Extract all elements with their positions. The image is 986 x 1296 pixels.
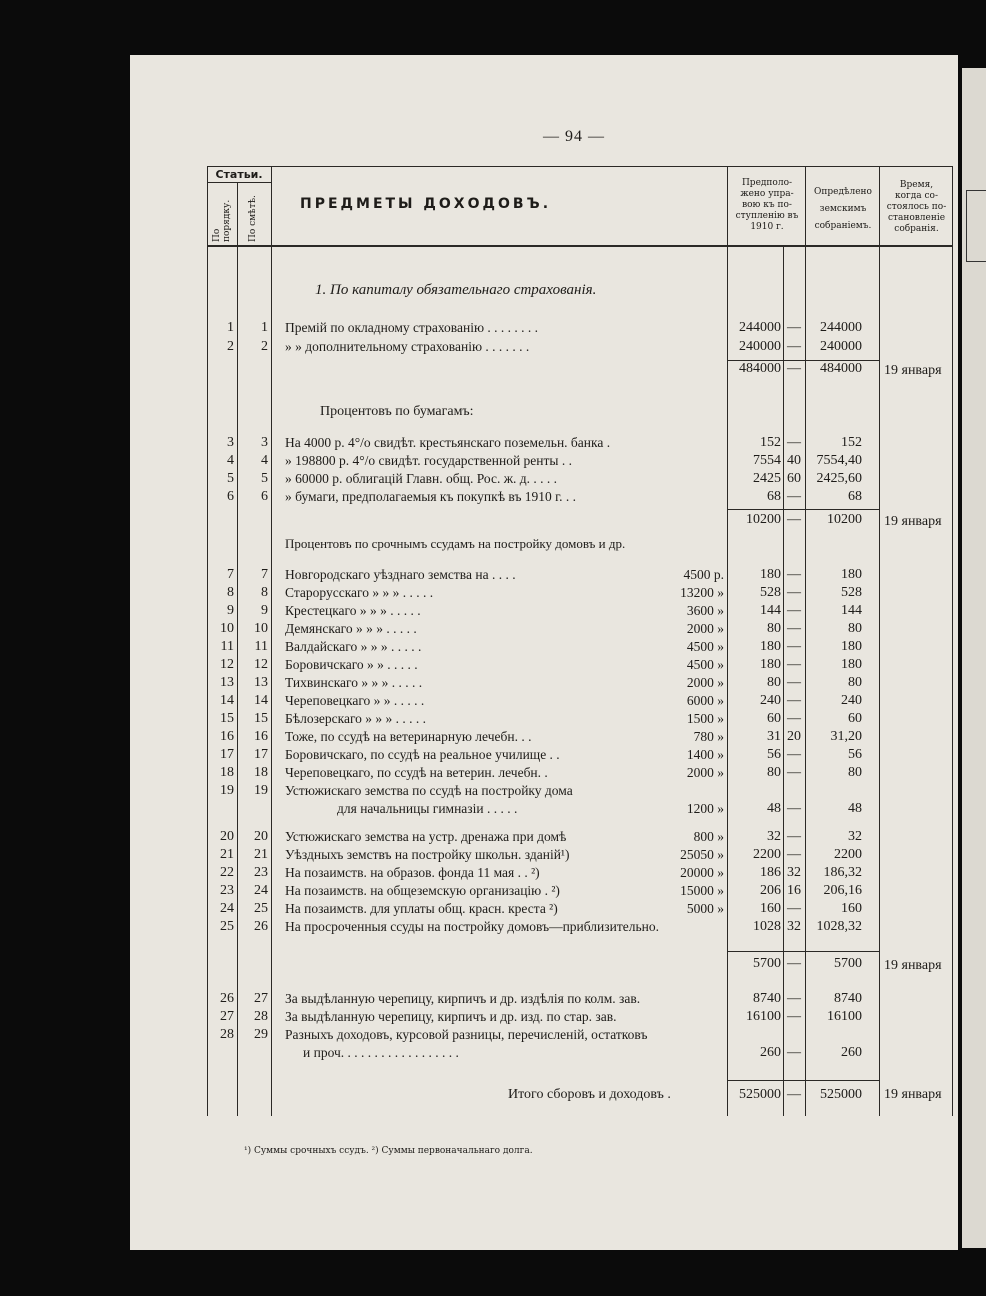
row-estimate-number: 3 [261,435,268,450]
row-description: Бѣлозерскаго » » » . . . . . [285,711,427,726]
row-number: 21 [220,847,234,862]
row-loan-sum: 1400 » [686,747,724,762]
row-kopecks: — [787,711,801,726]
row-number: 24 [220,901,234,916]
row-kopecks: — [787,765,801,780]
row-kopecks: 32 [787,865,801,880]
col-divider-3 [727,166,728,1116]
row-description: Старорусскаго » » » . . . . . [285,585,434,600]
row-number: 9 [227,603,234,618]
row-number: 19 [220,783,234,798]
subtotal-line-2 [727,509,879,510]
subtotal-2-approved: 10200 [827,512,862,527]
row-loan-sum: 1200 » [686,801,724,816]
row-approved: 144 [841,603,862,618]
row-approved: 60 [848,711,862,726]
row-kopecks: — [787,657,801,672]
row-proposed: 260 [760,1045,781,1060]
row-estimate-number: 4 [261,453,268,468]
row-approved: 48 [848,801,862,816]
row-number: 11 [220,639,234,654]
table-title: ПРЕДМЕТЫ ДОХОДОВЪ. [300,196,552,212]
row-description: Демянскаго » » » . . . . . [285,621,417,636]
row-description: » » дополнительному страхованію . . . . . . . [285,339,530,354]
table-right-border [952,166,953,1116]
table-left-border [207,166,208,1116]
row-approved: 80 [848,621,862,636]
row-proposed: 16100 [746,1009,781,1024]
row-kopecks: — [787,320,801,335]
row-estimate-number: 7 [261,567,268,582]
row-number: 5 [227,471,234,486]
header-vremya: Время, когда со- стоялось по- становленіе собранія. [886,180,947,234]
total-date: 19 января [884,1087,942,1102]
row-proposed: 1028 [753,919,781,934]
row-description: Валдайскаго » » » . . . . . [285,639,422,654]
total-label: Итого сборовъ и доходовъ . [508,1087,671,1102]
col-divider-2 [271,166,272,1116]
row-number: 22 [220,865,234,880]
row-number: 7 [227,567,234,582]
row-kopecks: — [787,991,801,1006]
row-approved: 244000 [820,320,862,335]
row-estimate-number: 25 [254,901,268,916]
row-approved: 240000 [820,339,862,354]
header-stati: Статьи. [215,168,263,181]
row-approved: 186,32 [823,865,862,880]
row-number: 18 [220,765,234,780]
row-loan-sum: 4500 » [686,657,724,672]
row-number: 8 [227,585,234,600]
row-description: На позаимств. на общеземскую организацію . ²) [285,883,560,898]
row-description: Устюжискаго земства по ссудѣ на постройку дома [285,783,573,798]
row-proposed: 7554 [753,453,781,468]
row-description: Боровичскаго, по ссудѣ на реальное училище . . [285,747,560,762]
row-proposed: 48 [767,801,781,816]
header-bottom-border [207,245,952,247]
row-estimate-number: 24 [254,883,268,898]
row-kopecks: — [787,639,801,654]
row-description: Новгородскаго уѣзднаго земства на . . . . [285,567,516,582]
total-proposed: 525000 [739,1087,781,1102]
row-proposed: 186 [760,865,781,880]
row-loan-sum: 780 » [693,729,724,744]
row-number: 25 [220,919,234,934]
row-description: За выдѣланную черепицу, кирпичъ и др. издѣлія по колм. зав. [285,991,641,1006]
row-estimate-number: 14 [254,693,268,708]
row-proposed: 206 [760,883,781,898]
row-approved: 528 [841,585,862,600]
row-kopecks: — [787,675,801,690]
row-loan-sum: 800 » [693,829,724,844]
subtotal-line-3 [727,951,879,952]
footnote: ¹) Суммы срочныхъ ссудъ. ²) Суммы первоначальнаго долга. [244,1146,533,1156]
row-number: 27 [220,1009,234,1024]
row-estimate-number: 19 [254,783,268,798]
row-estimate-number: 12 [254,657,268,672]
row-kopecks: — [787,621,801,636]
row-number: 1 [227,320,234,335]
row-proposed: 32 [767,829,781,844]
row-proposed: 152 [760,435,781,450]
row-description: Череповецкаго, по ссудѣ на ветерин. лечебн. . [285,765,548,780]
row-approved: 180 [841,567,862,582]
subtotal-2-date: 19 января [884,514,942,529]
row-approved: 240 [841,693,862,708]
row-kopecks: — [787,1009,801,1024]
row-number: 13 [220,675,234,690]
adjacent-table-fragment [966,190,986,262]
row-kopecks: — [787,435,801,450]
row-estimate-number: 1 [261,320,268,335]
row-approved: 1028,32 [816,919,862,934]
row-proposed: 2425 [753,471,781,486]
row-loan-sum: 3600 » [686,603,724,618]
row-kopecks: — [787,489,801,504]
row-proposed: 60 [767,711,781,726]
row-kopecks: — [787,829,801,844]
row-loan-sum: 2000 » [686,765,724,780]
row-proposed: 80 [767,675,781,690]
row-kopecks: — [787,693,801,708]
row-estimate-number: 27 [254,991,268,1006]
table-top-border [207,166,952,167]
row-kopecks: 32 [787,919,801,934]
row-proposed: 180 [760,657,781,672]
row-estimate-number: 15 [254,711,268,726]
row-estimate-number: 26 [254,919,268,934]
row-number: 2 [227,339,234,354]
row-description: Разныхъ доходовъ, курсовой разницы, перечисленій, остатковъ [285,1027,648,1042]
row-description: Устюжискаго земства на устр. дренажа при домѣ [285,829,567,844]
row-estimate-number: 28 [254,1009,268,1024]
row-estimate-number: 17 [254,747,268,762]
row-description: » 198800 р. 4°/о свидѣт. государственной ренты . . [285,453,572,468]
row-loan-sum: 5000 » [686,901,724,916]
row-approved: 180 [841,639,862,654]
row-kopecks: — [787,747,801,762]
total-approved: 525000 [820,1087,862,1102]
header-po-poryadku: По порядку. [212,199,232,242]
row-approved: 160 [841,901,862,916]
row-estimate-number: 11 [254,639,268,654]
subtotal-3-kop: — [787,956,801,971]
row-loan-sum: 4500 р. [683,567,724,582]
subheading-ssudy: Процентовъ по срочнымъ ссудамъ на постройку домовъ и др. [285,536,626,551]
row-number: 6 [227,489,234,504]
row-number: 16 [220,729,234,744]
row-estimate-number: 13 [254,675,268,690]
row-number: 12 [220,657,234,672]
row-proposed: 80 [767,621,781,636]
section-heading: 1. По капиталу обязательнаго страхованія. [315,282,597,298]
row-approved: 2200 [834,847,862,862]
row-description-cont: для начальницы гимназіи . . . . . [337,801,518,816]
row-loan-sum: 13200 » [680,585,724,600]
row-proposed: 68 [767,489,781,504]
page-number: — 94 — [543,128,605,145]
row-proposed: 244000 [739,320,781,335]
row-proposed: 528 [760,585,781,600]
row-number: 17 [220,747,234,762]
row-approved: 56 [848,747,862,762]
row-kopecks: 16 [787,883,801,898]
row-number: 14 [220,693,234,708]
row-estimate-number: 21 [254,847,268,862]
row-estimate-number: 23 [254,865,268,880]
row-proposed: 80 [767,765,781,780]
row-kopecks: — [787,585,801,600]
row-loan-sum: 15000 » [680,883,724,898]
row-description: На позаимств. на образов. фонда 11 мая . . ²) [285,865,540,880]
row-description: На позаимств. для уплаты общ. красн. креста ²) [285,901,558,916]
row-proposed: 8740 [753,991,781,1006]
row-approved: 80 [848,675,862,690]
subtotal-3-proposed: 5700 [753,956,781,971]
subtotal-3-date: 19 января [884,958,942,973]
row-proposed: 160 [760,901,781,916]
row-description: » 60000 р. облигацій Главн. общ. Рос. ж. д. . . . . [285,471,558,486]
row-number: 26 [220,991,234,1006]
row-estimate-number: 18 [254,765,268,780]
row-proposed: 240000 [739,339,781,354]
subtotal-2-kop: — [787,512,801,527]
row-description: На просроченныя ссуды на постройку домовъ—приблизительно. [285,919,659,934]
row-number: 20 [220,829,234,844]
subtotal-3-approved: 5700 [834,956,862,971]
row-estimate-number: 20 [254,829,268,844]
row-description: Премій по окладному страхованію . . . . . . . . [285,320,539,335]
row-proposed: 31 [767,729,781,744]
row-estimate-number: 10 [254,621,268,636]
row-estimate-number: 16 [254,729,268,744]
subtotal-1-approved: 484000 [820,361,862,376]
row-loan-sum: 2000 » [686,621,724,636]
row-description: Тихвинскаго » » » . . . . . [285,675,423,690]
header-opredeleno: Опредѣлено земскимъ собраніемъ. [814,187,872,231]
row-number: 28 [220,1027,234,1042]
row-approved: 206,16 [823,883,862,898]
row-approved: 16100 [827,1009,862,1024]
row-approved: 260 [841,1045,862,1060]
row-number: 10 [220,621,234,636]
row-number: 15 [220,711,234,726]
row-loan-sum: 6000 » [686,693,724,708]
row-description-cont: и проч. . . . . . . . . . . . . . . . . . [303,1045,459,1060]
row-number: 3 [227,435,234,450]
row-proposed: 144 [760,603,781,618]
row-kopecks: — [787,339,801,354]
row-approved: 32 [848,829,862,844]
row-estimate-number: 8 [261,585,268,600]
row-kopecks: — [787,567,801,582]
row-estimate-number: 2 [261,339,268,354]
row-proposed: 56 [767,747,781,762]
row-number: 23 [220,883,234,898]
subtotal-1-kop: — [787,361,801,376]
row-loan-sum: 2000 » [686,675,724,690]
row-kopecks: — [787,901,801,916]
header-predpolozheno: Предполо- жено упра- вою къ по- ступленію въ 1910 г. [735,178,799,232]
row-description: За выдѣланную черепицу, кирпичъ и др. изд. по стар. зав. [285,1009,617,1024]
row-approved: 180 [841,657,862,672]
stati-header-divider [207,182,271,183]
subtotal-1-proposed: 484000 [739,361,781,376]
row-proposed: 180 [760,567,781,582]
adjacent-page-edge [962,68,986,1248]
total-line [727,1080,879,1081]
row-estimate-number: 9 [261,603,268,618]
row-loan-sum: 25050 » [680,847,724,862]
row-kopecks: — [787,1045,801,1060]
row-approved: 31,20 [830,729,862,744]
row-estimate-number: 29 [254,1027,268,1042]
row-description: » бумаги, предполагаемыя къ покупкѣ въ 1910 г. . . [285,489,577,504]
row-description: Череповецкаго » » . . . . . [285,693,425,708]
row-loan-sum: 1500 » [686,711,724,726]
row-proposed: 240 [760,693,781,708]
row-kopecks: — [787,801,801,816]
row-kopecks: — [787,847,801,862]
row-estimate-number: 6 [261,489,268,504]
row-description: Тоже, по ссудѣ на ветеринарную лечебн. . . [285,729,532,744]
row-approved: 2425,60 [816,471,862,486]
row-kopecks: 20 [787,729,801,744]
row-proposed: 2200 [753,847,781,862]
row-kopecks: — [787,603,801,618]
row-approved: 152 [841,435,862,450]
row-description: На 4000 р. 4°/о свидѣт. крестьянскаго поземельн. банка . [285,435,611,450]
row-loan-sum: 20000 » [680,865,724,880]
row-approved: 68 [848,489,862,504]
subheading-bumagi: Процентовъ по бумагамъ: [320,404,474,419]
row-estimate-number: 5 [261,471,268,486]
row-approved: 7554,40 [816,453,862,468]
row-loan-sum: 4500 » [686,639,724,654]
row-number: 4 [227,453,234,468]
row-kopecks: 40 [787,453,801,468]
row-approved: 8740 [834,991,862,1006]
row-description: Крестецкаго » » » . . . . . [285,603,421,618]
row-description: Боровичскаго » » . . . . . [285,657,418,672]
row-approved: 80 [848,765,862,780]
total-kop: — [787,1087,801,1102]
subtotal-1-date: 19 января [884,363,942,378]
subtotal-2-proposed: 10200 [746,512,781,527]
header-po-smete: По смѣтѣ. [248,195,258,242]
col-divider-1 [237,182,238,1116]
row-kopecks: 60 [787,471,801,486]
col-divider-5 [879,166,880,1116]
row-description: Уѣздныхъ земствъ на постройку школьн. зданій¹) [285,847,570,862]
row-proposed: 180 [760,639,781,654]
